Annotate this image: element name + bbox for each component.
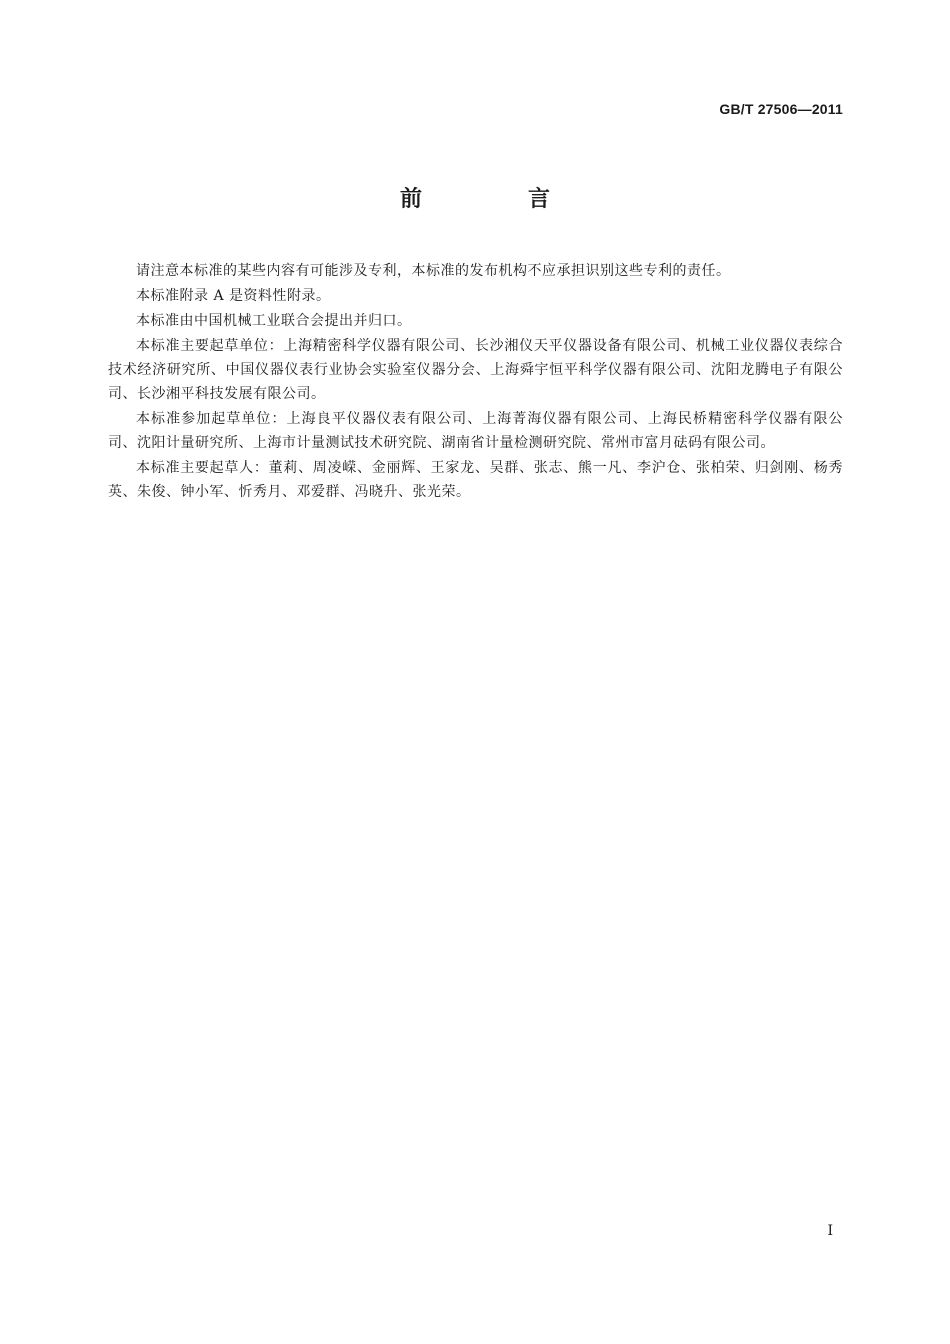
- page-number: I: [827, 1223, 833, 1239]
- paragraph-main-drafters: 本标准主要起草人：董莉、周凌嵘、金丽辉、王家龙、吴群、张志、熊一凡、李沪仓、张柏荣、归剑刚、杨秀英、朱俊、钟小军、忻秀月、邓爱群、冯晓升、张光荣。: [108, 460, 843, 500]
- paragraph-patent-notice: 请注意本标准的某些内容有可能涉及专利，本标准的发布机构不应承担识别这些专利的责任。: [136, 263, 731, 279]
- paragraph-participating-units: 本标准参加起草单位：上海良平仪器仪表有限公司、上海菁海仪器有限公司、上海民桥精密科学仪器有限公司、沈阳计量研究所、上海市计量测试技术研究院、湖南省计量检测研究院、常州市富月砝码有限公司。: [108, 411, 843, 451]
- standard-code: GB/T 27506—2011: [719, 101, 843, 117]
- paragraph-proposer: 本标准由中国机械工业联合会提出并归口。: [136, 313, 412, 329]
- paragraph-appendix: 本标准附录 A 是资料性附录。: [136, 288, 331, 304]
- page-title: 前 言: [399, 187, 592, 212]
- foreword-body: [108, 259, 843, 505]
- paragraph-main-drafting-units: 本标准主要起草单位：上海精密科学仪器有限公司、长沙湘仪天平仪器设备有限公司、机械工业仪器仪表综合技术经济研究所、中国仪器仪表行业协会实验室仪器分会、上海舜宇恒平科学仪器有限公司、沈阳龙腾电子有限公司、长沙湘平科技发展有限公司。: [108, 338, 843, 402]
